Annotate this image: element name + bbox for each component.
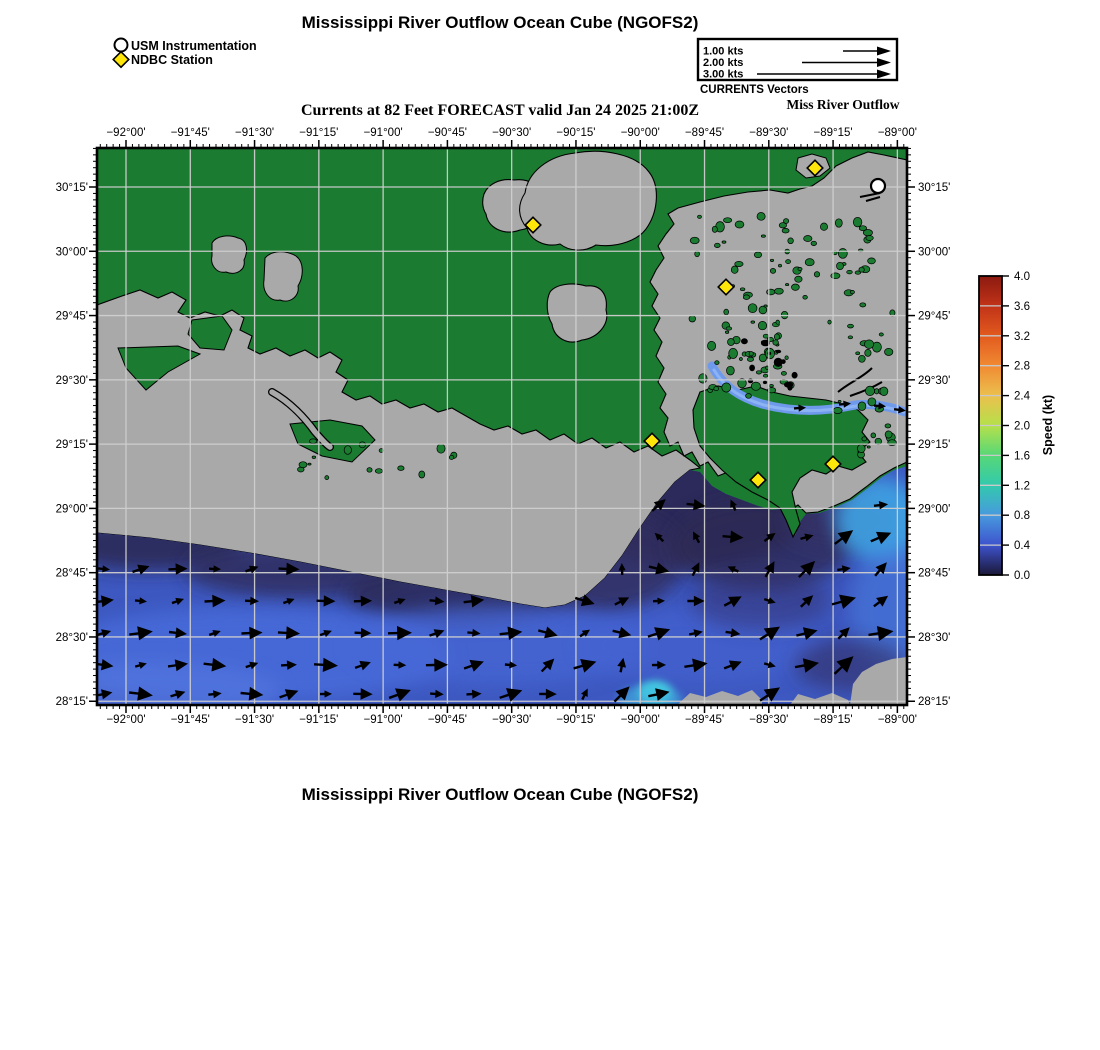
svg-text:29°30': 29°30' — [55, 374, 88, 387]
map-area — [20, 148, 935, 722]
legend-usm-label: USM Instrumentation — [131, 39, 257, 53]
svg-text:1.6: 1.6 — [1014, 450, 1030, 463]
svg-text:30°15': 30°15' — [55, 182, 88, 194]
svg-text:0.4: 0.4 — [1014, 540, 1030, 553]
svg-text:0.0: 0.0 — [1014, 570, 1030, 582]
svg-text:−91°45': −91°45' — [170, 714, 210, 726]
svg-text:3.2: 3.2 — [1014, 330, 1030, 343]
svg-text:2.4: 2.4 — [1014, 390, 1030, 403]
svg-text:28°30': 28°30' — [55, 631, 88, 644]
svg-text:29°15': 29°15' — [918, 439, 951, 452]
svg-text:2.00 kts: 2.00 kts — [703, 57, 744, 69]
svg-text:−91°15': −91°15' — [299, 127, 339, 139]
svg-text:−91°00': −91°00' — [363, 127, 403, 139]
svg-text:−90°15': −90°15' — [556, 714, 596, 726]
svg-text:3.00 kts: 3.00 kts — [703, 68, 744, 81]
svg-text:−89°15': −89°15' — [813, 127, 853, 139]
svg-text:2.8: 2.8 — [1014, 360, 1030, 373]
vector-scale-caption: CURRENTS Vectors — [700, 84, 809, 96]
svg-text:−91°30': −91°30' — [235, 127, 275, 139]
svg-text:−90°30': −90°30' — [492, 127, 532, 139]
svg-text:29°45': 29°45' — [918, 310, 951, 323]
svg-text:−89°00': −89°00' — [877, 714, 917, 726]
svg-text:−92°00': −92°00' — [106, 714, 146, 726]
small-lake — [264, 252, 303, 301]
svg-text:−90°30': −90°30' — [492, 714, 532, 726]
svg-text:29°00': 29°00' — [55, 503, 88, 516]
svg-text:−91°00': −91°00' — [363, 714, 403, 726]
svg-text:3.6: 3.6 — [1014, 300, 1030, 313]
svg-text:−90°45': −90°45' — [427, 127, 467, 139]
svg-text:29°15': 29°15' — [55, 439, 88, 452]
svg-text:28°15': 28°15' — [918, 696, 951, 709]
svg-text:28°15': 28°15' — [55, 696, 88, 709]
svg-text:4.0: 4.0 — [1014, 271, 1030, 283]
colorbar-label: Speed (kt) — [1041, 394, 1055, 456]
svg-text:−89°45': −89°45' — [684, 714, 725, 726]
svg-text:2.0: 2.0 — [1014, 420, 1030, 433]
svg-text:−91°30': −91°30' — [235, 714, 275, 726]
svg-text:30°00': 30°00' — [55, 246, 88, 259]
svg-text:1.2: 1.2 — [1014, 480, 1030, 493]
svg-text:28°45': 28°45' — [918, 567, 951, 580]
usm-circle-icon — [115, 39, 128, 52]
svg-text:30°15': 30°15' — [918, 182, 951, 194]
svg-text:−89°30': −89°30' — [749, 127, 789, 139]
page-title: Mississippi River Outflow Ocean Cube (NGOFS2) — [301, 13, 699, 32]
svg-text:0.8: 0.8 — [1014, 510, 1030, 523]
svg-text:−89°00': −89°00' — [877, 127, 917, 139]
small-lake — [212, 236, 247, 273]
svg-text:−89°15': −89°15' — [813, 714, 853, 726]
svg-text:−91°45': −91°45' — [170, 127, 210, 139]
svg-text:−90°15': −90°15' — [556, 127, 596, 139]
svg-text:−89°30': −89°30' — [749, 714, 789, 726]
svg-text:29°30': 29°30' — [918, 374, 951, 387]
svg-text:30°00': 30°00' — [918, 246, 951, 259]
svg-text:29°00': 29°00' — [918, 503, 951, 516]
svg-text:28°30': 28°30' — [918, 631, 951, 644]
svg-text:−91°15': −91°15' — [299, 714, 339, 726]
svg-text:1.00 kts: 1.00 kts — [703, 45, 744, 58]
svg-text:29°45': 29°45' — [55, 310, 88, 323]
svg-text:−90°00': −90°00' — [620, 714, 660, 726]
svg-text:28°45': 28°45' — [55, 567, 88, 580]
lake-salvador — [547, 284, 607, 342]
footer-title: Mississippi River Outflow Ocean Cube (NGOFS2) — [301, 785, 699, 804]
outflow-annotation: Miss River Outflow — [786, 97, 900, 112]
usm-instrumentation-marker — [871, 179, 885, 193]
svg-text:−92°00': −92°00' — [106, 127, 146, 139]
svg-text:−89°45': −89°45' — [684, 127, 725, 139]
legend-ndbc-label: NDBC Station — [131, 53, 213, 67]
forecast-subtitle: Currents at 82 Feet FORECAST valid Jan 24 2025 21:00Z — [300, 102, 700, 119]
svg-text:−90°00': −90°00' — [620, 127, 660, 139]
svg-text:−90°45': −90°45' — [427, 714, 467, 726]
